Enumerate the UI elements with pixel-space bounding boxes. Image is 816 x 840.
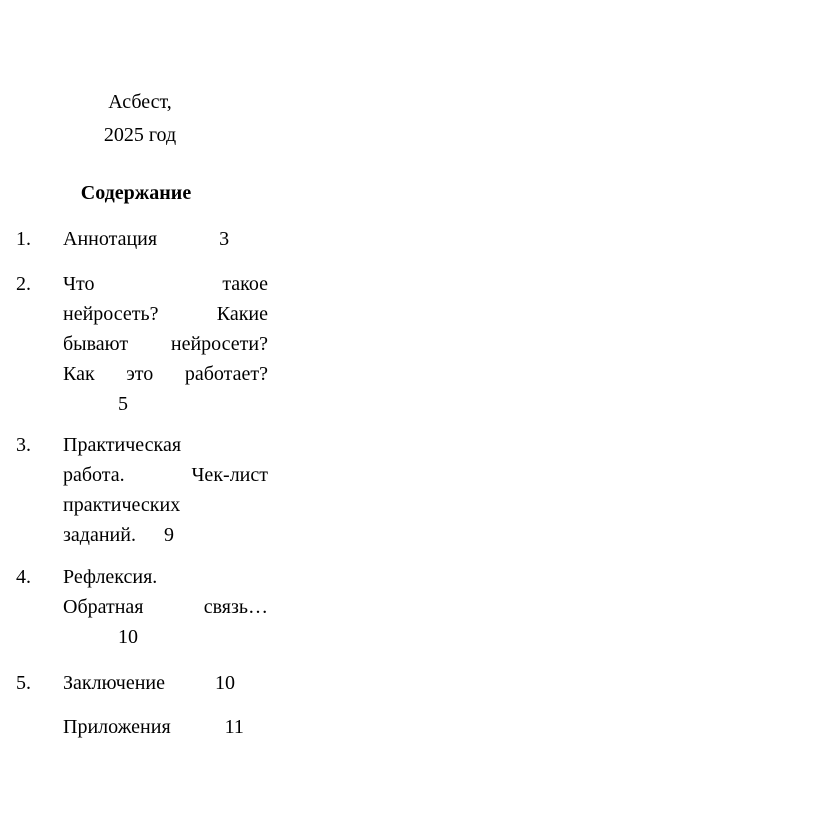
toc-word: Что	[63, 273, 95, 295]
toc-word: заданий.	[63, 524, 136, 546]
city-line: Асбест,	[108, 91, 172, 113]
toc-word: нейросеть?	[63, 303, 159, 325]
toc-item-page: 3	[219, 228, 230, 250]
toc-word: работает?	[184, 363, 268, 385]
toc-item-number: 4.	[16, 566, 31, 588]
toc-word: бывают	[63, 333, 129, 355]
toc-item-label: Аннотация	[63, 228, 158, 250]
toc-item-text	[63, 224, 268, 254]
toc-item-number: 3.	[16, 434, 31, 456]
toc-word: Практическая	[63, 434, 182, 456]
toc-word: связь…	[203, 596, 268, 618]
toc-word: это	[126, 363, 154, 385]
toc-item-number: 5.	[16, 672, 31, 694]
toc-item-number: 1.	[16, 228, 31, 250]
toc-item-text	[63, 430, 268, 550]
toc-title: Содержание	[80, 182, 192, 204]
toc-word: Какие	[216, 303, 268, 325]
toc-item-label: Заключение	[63, 672, 165, 694]
toc-word: Рефлексия.	[63, 566, 158, 588]
toc-word: практических	[63, 494, 181, 516]
toc-item-page: 5	[118, 393, 128, 415]
toc-item-text	[63, 562, 268, 652]
toc-item-page: 9	[163, 524, 174, 546]
toc-word: такое	[222, 273, 268, 295]
year-line: 2025 год	[103, 124, 177, 146]
toc-item-number: 2.	[16, 273, 31, 295]
toc-word: нейросети?	[170, 333, 268, 355]
toc-word: работа.	[63, 464, 125, 486]
toc-item-page: 10	[215, 672, 235, 694]
toc-word: Чек-лист	[191, 464, 268, 486]
toc-word: Как	[63, 363, 95, 385]
toc-item-page: 11	[224, 716, 244, 738]
toc-item-page: 10	[118, 626, 138, 648]
toc-item-text	[63, 668, 268, 698]
toc-item-text	[63, 712, 268, 742]
toc-item-label: Приложения	[63, 716, 171, 738]
toc-word: Обратная	[63, 596, 144, 618]
toc-item-text	[63, 269, 268, 419]
